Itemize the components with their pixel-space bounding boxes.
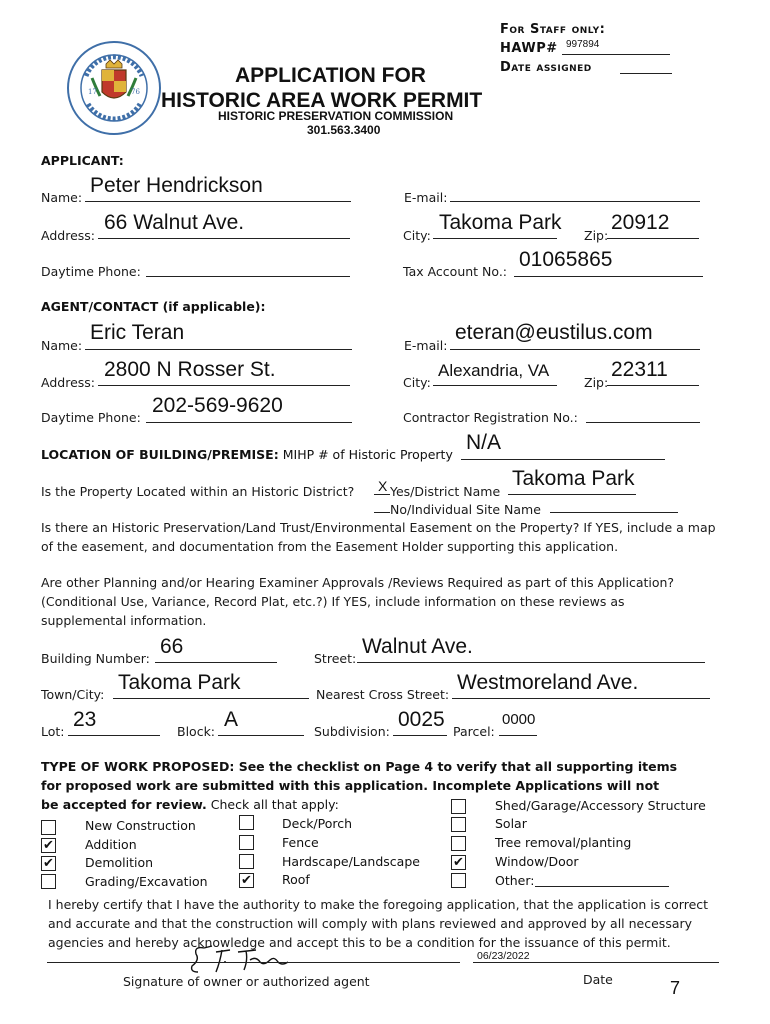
page-number: 7: [670, 978, 681, 998]
checkbox-demolition[interactable]: ✔: [41, 856, 56, 871]
commission-phone: 301.563.3400: [307, 123, 381, 137]
label-tree: Tree removal/planting: [495, 835, 632, 850]
applicant-zip-label: Zip:: [584, 228, 609, 243]
certification-text: I hereby certify that I have the authority to make the foregoing application, that the application is correct and accurate and that the construction will comply with plans reviewed and approved by all necessary agencies and hereby acknowledge and accept this to be a condition for the issuance of this permit.: [48, 897, 709, 950]
district-name-value[interactable]: Takoma Park: [512, 467, 635, 490]
applicant-name-line: [85, 201, 351, 202]
label-addition: Addition: [85, 837, 137, 852]
label-window-door: Window/Door: [495, 854, 579, 869]
subdivision-line: [393, 735, 447, 736]
cross-street-line: [452, 698, 710, 699]
applicant-address-line: [98, 238, 350, 239]
checkbox-fence[interactable]: [239, 835, 254, 850]
applicant-email-line: [450, 201, 700, 202]
agent-zip-line: [607, 385, 699, 386]
applicant-city-line: [433, 238, 557, 239]
hawp-label: HAWP#: [500, 41, 558, 56]
parcel-line: [499, 735, 537, 736]
seal-year-left: 17: [88, 88, 97, 96]
date-assigned-label: Date assigned: [500, 60, 592, 75]
checkbox-other[interactable]: [451, 873, 466, 888]
town-line: [113, 698, 309, 699]
applicant-city-value[interactable]: Takoma Park: [439, 211, 562, 234]
district-question: Is the Property Located within an Historic District?: [41, 484, 355, 499]
work-heading-rest: Check all that apply:: [206, 797, 339, 812]
agent-email-label: E-mail:: [404, 338, 448, 353]
applicant-tax-line: [514, 276, 703, 277]
staff-heading: For Staff only:: [500, 22, 606, 37]
hawp-number: 997894: [566, 39, 600, 50]
applicant-name-value[interactable]: Peter Hendrickson: [90, 174, 263, 197]
applicant-address-value[interactable]: 66 Walnut Ave.: [104, 211, 245, 234]
checkbox-deck-porch[interactable]: [239, 815, 254, 830]
cross-street-label: Nearest Cross Street:: [316, 687, 450, 702]
contractor-line: [586, 422, 700, 423]
mihp-line: [461, 459, 665, 460]
applicant-name-label: Name:: [41, 190, 83, 205]
subdivision-label: Subdivision:: [314, 724, 390, 739]
hawp-line: [562, 54, 670, 55]
street-label: Street:: [314, 651, 357, 666]
district-name-line: [508, 494, 636, 495]
mihp-value[interactable]: N/A: [466, 431, 502, 454]
mihp-label: MIHP # of Historic Property: [282, 447, 453, 462]
cross-street-value[interactable]: Westmoreland Ave.: [457, 671, 639, 694]
label-deck-porch: Deck/Porch: [282, 816, 353, 831]
applicant-city-label: City:: [403, 228, 431, 243]
checkbox-solar[interactable]: [451, 817, 466, 832]
district-no-label: No/Individual Site Name: [390, 502, 541, 517]
agent-city-value[interactable]: Alexandria, VA: [438, 361, 550, 380]
checkbox-roof[interactable]: ✔: [239, 873, 254, 888]
agent-email-line: [450, 349, 700, 350]
parcel-label: Parcel:: [453, 724, 495, 739]
building-number-label: Building Number:: [41, 651, 150, 666]
label-roof: Roof: [282, 872, 310, 887]
signature-label: Signature of owner or authorized agent: [123, 974, 370, 989]
agent-address-value[interactable]: 2800 N Rosser St.: [104, 358, 276, 381]
street-value[interactable]: Walnut Ave.: [362, 635, 473, 658]
agent-heading: AGENT/CONTACT (if applicable):: [41, 299, 266, 314]
applicant-zip-line: [607, 238, 699, 239]
applicant-address-label: Address:: [41, 228, 95, 243]
agent-zip-value[interactable]: 22311: [611, 358, 668, 381]
work-heading-line-2: for proposed work are submitted with this application. Incomplete Applications will not: [41, 778, 660, 793]
agent-zip-label: Zip:: [584, 375, 609, 390]
label-grading: Grading/Excavation: [85, 874, 208, 889]
agent-phone-value[interactable]: 202-569-9620: [152, 394, 283, 417]
block-label: Block:: [177, 724, 216, 739]
agent-phone-label: Daytime Phone:: [41, 410, 141, 425]
work-heading-line-1: TYPE OF WORK PROPOSED: See the checklist on Page 4 to verify that all supporting items: [41, 759, 678, 774]
agent-address-line: [98, 385, 350, 386]
agent-name-value[interactable]: Eric Teran: [90, 321, 185, 344]
district-no-line: [374, 512, 390, 513]
applicant-email-label: E-mail:: [404, 190, 448, 205]
label-hardscape: Hardscape/Landscape: [282, 854, 420, 869]
date-assigned-line: [620, 73, 672, 74]
site-name-line: [550, 512, 678, 513]
seal-year-right: 76: [131, 88, 140, 96]
applicant-phone-line: [146, 276, 350, 277]
applicant-tax-label: Tax Account No.:: [403, 264, 508, 279]
label-fence: Fence: [282, 835, 319, 850]
label-new-construction: New Construction: [85, 818, 196, 833]
checkbox-tree[interactable]: [451, 836, 466, 851]
district-yes-mark[interactable]: X: [378, 478, 388, 494]
title-line-2: HISTORIC AREA WORK PERMIT: [161, 89, 483, 112]
district-yes-label: Yes/District Name: [390, 484, 501, 499]
building-number-value[interactable]: 66: [160, 635, 184, 658]
work-heading-line-3: [41, 797, 339, 812]
label-solar: Solar: [495, 816, 527, 831]
work-heading-bold: be accepted for review.: [41, 797, 207, 812]
county-seal-icon: [66, 40, 162, 136]
checkbox-grading[interactable]: [41, 874, 56, 889]
contractor-label: Contractor Registration No.:: [403, 410, 578, 425]
applicant-zip-value[interactable]: 20912: [611, 211, 670, 234]
agent-phone-line: [146, 422, 352, 423]
label-shed: Shed/Garage/Accessory Structure: [495, 798, 706, 813]
location-heading: LOCATION OF BUILDING/PREMISE:: [41, 447, 279, 462]
date-line: [473, 962, 719, 963]
agent-name-label: Name:: [41, 338, 83, 353]
applicant-heading: APPLICANT:: [41, 153, 124, 168]
signature-image: [190, 942, 300, 976]
town-value[interactable]: Takoma Park: [118, 671, 241, 694]
applicant-tax-value[interactable]: 01065865: [519, 248, 613, 271]
street-line: [357, 662, 705, 663]
checkbox-addition[interactable]: ✔: [41, 838, 56, 853]
agent-name-line: [85, 349, 352, 350]
district-yes-line: [374, 494, 390, 495]
building-number-line: [155, 662, 277, 663]
checkbox-hardscape[interactable]: [239, 854, 254, 869]
agent-city-line: [433, 385, 557, 386]
commission-name: HISTORIC PRESERVATION COMMISSION: [218, 109, 454, 123]
title-line-1: APPLICATION FOR: [235, 64, 426, 87]
date-label: Date: [583, 972, 613, 987]
agent-city-label: City:: [403, 375, 431, 390]
block-value[interactable]: A: [224, 708, 239, 731]
applicant-phone-label: Daytime Phone:: [41, 264, 141, 279]
checkbox-new-construction[interactable]: [41, 820, 56, 835]
location-line: [41, 447, 453, 462]
agent-email-value[interactable]: eteran@eustilus.com: [455, 321, 653, 344]
subdivision-value[interactable]: 0025: [398, 708, 445, 731]
town-label: Town/City:: [41, 687, 105, 702]
other-line: [535, 886, 669, 887]
parcel-value[interactable]: 0000: [502, 711, 536, 728]
checkbox-shed[interactable]: [451, 799, 466, 814]
signature-date-value: 06/23/2022: [477, 950, 530, 962]
lot-value[interactable]: 23: [73, 708, 97, 731]
label-other: Other:: [495, 873, 535, 888]
label-demolition: Demolition: [85, 855, 154, 870]
lot-line: [68, 735, 160, 736]
approvals-question: Are other Planning and/or Hearing Examiner Approvals /Reviews Required as part of this Application? (Conditional Use, Variance, Record Plat, etc.?) If YES, include information on these reviews as supplemental information.: [41, 575, 675, 628]
checkbox-window-door[interactable]: ✔: [451, 855, 466, 870]
signature-line: [47, 962, 460, 963]
agent-address-label: Address:: [41, 375, 95, 390]
block-line: [218, 735, 304, 736]
lot-label: Lot:: [41, 724, 65, 739]
easement-question: Is there an Historic Preservation/Land Trust/Environmental Easement on the Property? If YES, include a map of the easement, and documentation from the Easement Holder supporting this application.: [41, 520, 716, 554]
